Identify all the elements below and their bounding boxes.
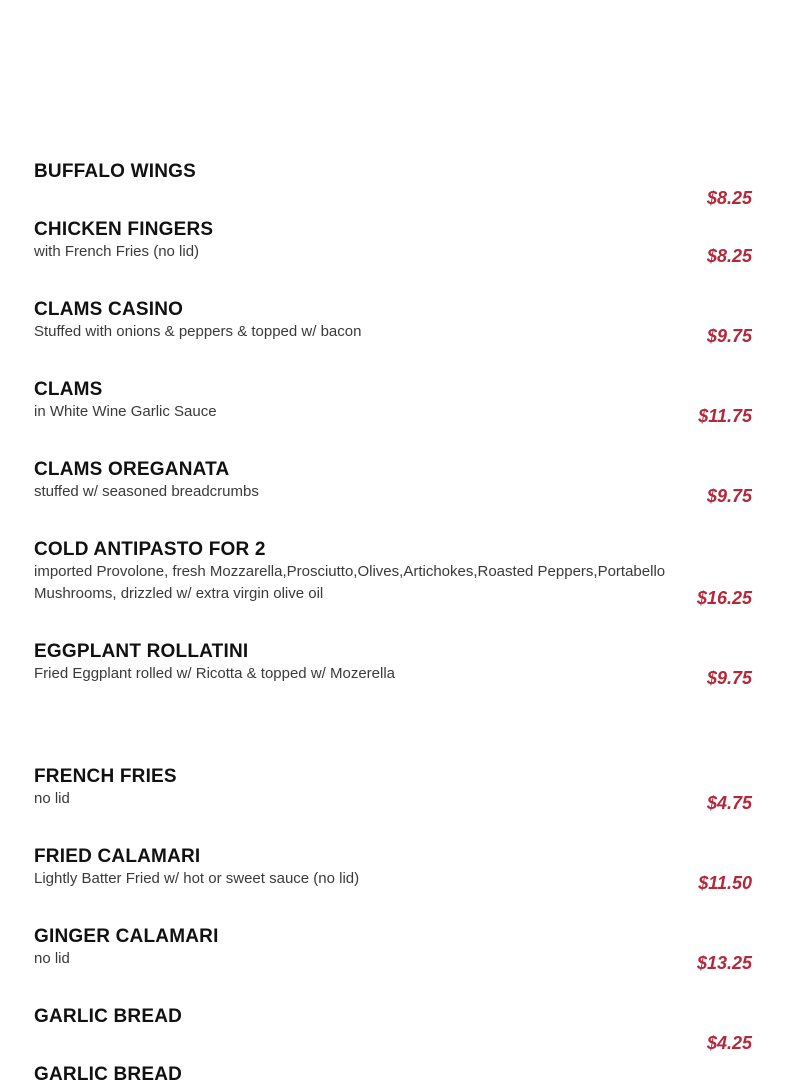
item-description: imported Provolone, fresh Mozzarella,Prosciutto,Olives,Artichokes,Roasted Peppers,Portabello Mushrooms, drizzled w/ extra virgin olive oil: [34, 563, 666, 602]
item-price: $8.25: [706, 246, 752, 266]
item-name: FRIED CALAMARI: [34, 846, 201, 867]
item-description: no lid: [34, 950, 70, 967]
item-name: COLD ANTIPASTO FOR 2: [34, 539, 266, 560]
item-name: BUFFALO WINGS: [34, 161, 196, 182]
item-description: stuffed w/ seasoned breadcrumbs: [34, 483, 259, 500]
item-price: $4.25: [706, 1033, 752, 1053]
item-description: Fried Eggplant rolled w/ Ricotta & topped w/ Mozerella: [34, 665, 396, 682]
item-name: FRENCH FRIES: [34, 766, 177, 787]
item-price: $9.75: [706, 486, 752, 506]
item-price: $8.25: [706, 188, 752, 208]
item-name: GARLIC BREAD: [34, 1064, 183, 1085]
item-price: $16.25: [696, 588, 752, 608]
item-name: GARLIC BREAD: [34, 1006, 183, 1027]
item-description: Stuffed with onions & peppers & topped w/ bacon: [34, 323, 362, 340]
item-price: $9.75: [706, 326, 752, 346]
item-name: CLAMS OREGANATA: [34, 459, 230, 480]
item-description: no lid: [34, 790, 70, 807]
item-description: in White Wine Garlic Sauce: [34, 403, 217, 420]
item-description: Lightly Batter Fried w/ hot or sweet sauce (no lid): [34, 870, 360, 887]
item-price: $11.75: [698, 406, 752, 426]
item-name: CHICKEN FINGERS: [34, 219, 214, 240]
item-price: $9.75: [706, 668, 752, 688]
item-description: with French Fries (no lid): [34, 243, 200, 260]
item-price: $13.25: [696, 953, 752, 973]
item-name: CLAMS: [34, 379, 103, 400]
item-name: GINGER CALAMARI: [34, 926, 219, 947]
item-price: $4.75: [706, 793, 752, 813]
item-name: EGGPLANT ROLLATINI: [34, 641, 249, 662]
item-price: $11.50: [698, 873, 752, 893]
item-name: CLAMS CASINO: [34, 299, 184, 320]
